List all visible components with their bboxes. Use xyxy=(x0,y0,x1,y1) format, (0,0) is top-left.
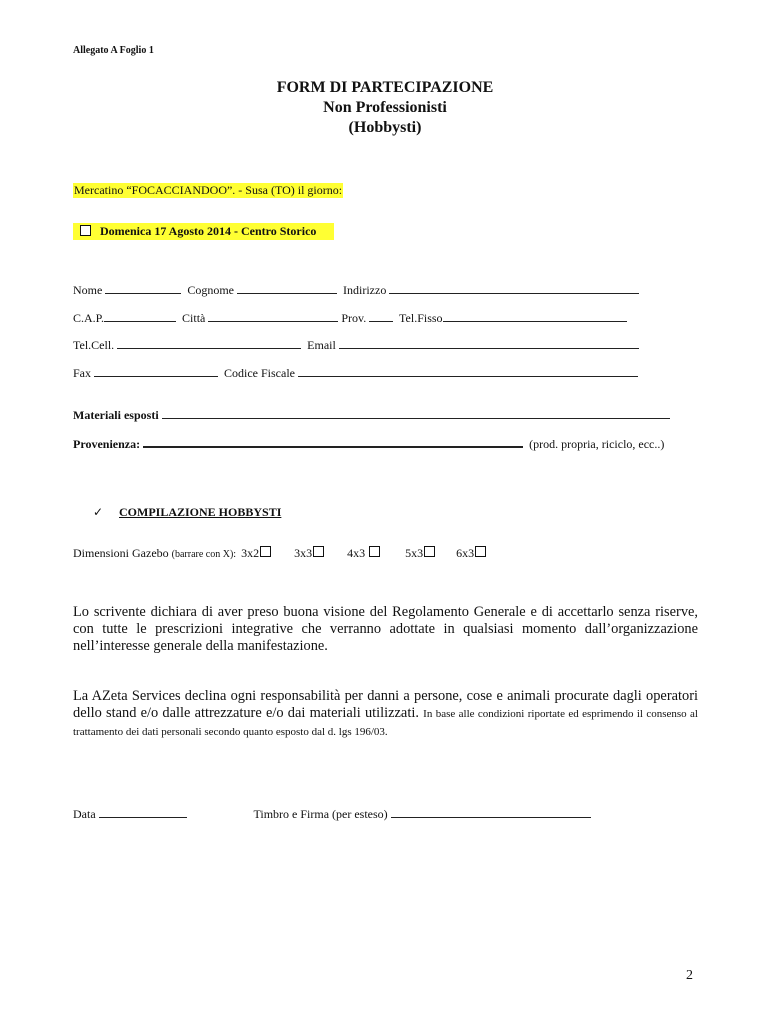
citta-label: Città xyxy=(182,311,206,325)
gazebo-option-label: 3x3 xyxy=(294,546,313,560)
row-fax-cf xyxy=(73,365,641,381)
row-cap-city xyxy=(73,310,630,326)
checkbox-icon[interactable] xyxy=(80,225,91,236)
row-cell-email xyxy=(73,337,642,353)
data-label: Data xyxy=(73,807,96,821)
form-subtitle: Non Professionisti xyxy=(323,99,447,116)
regolamento-paragraph: Lo scrivente dichiara di aver preso buona visione del Regolamento Generale e di accettarlo senza riserve, con tutte le prescrizioni integrative che verranno adottate in qualsiasi momento dall’organizzazione nell’interesse generale della manifestazione. xyxy=(73,604,698,654)
form-subtitle-hobbysti: (Hobbysti) xyxy=(348,119,422,136)
citta-field[interactable] xyxy=(208,310,338,322)
nome-field[interactable] xyxy=(105,282,181,294)
gazebo-label: Dimensioni Gazebo xyxy=(73,546,169,560)
checkbox-icon[interactable] xyxy=(369,546,380,557)
gazebo-row xyxy=(73,546,486,561)
cognome-field[interactable] xyxy=(237,282,337,294)
row-materiali xyxy=(73,407,673,423)
tel-cell-label: Tel.Cell. xyxy=(73,338,115,352)
provenienza-field[interactable] xyxy=(143,435,523,448)
materiali-label: Materiali esposti xyxy=(73,408,159,422)
row-data-firma xyxy=(73,806,594,822)
firma-label: Timbro e Firma (per esteso) xyxy=(253,807,388,821)
tel-cell-field[interactable] xyxy=(117,337,301,349)
indirizzo-field[interactable] xyxy=(389,282,639,294)
gazebo-option-label: 6x3 xyxy=(456,546,475,560)
event-line: Mercatino “FOCACCIANDOO”. - Susa (TO) il giorno: xyxy=(74,183,343,197)
attachment-label: Allegato A Foglio 1 xyxy=(73,45,154,56)
materiali-field[interactable] xyxy=(162,407,670,419)
checkbox-icon[interactable] xyxy=(260,546,271,557)
privacy-text: In base alle condizioni riportate ed esprimendo il consenso al trattamento dei dati personali secondo quanto esposto dal d. lgs 196/03. xyxy=(73,708,698,738)
tel-fisso-field[interactable] xyxy=(443,310,627,322)
event-date-label: Domenica 17 Agosto 2014 - Centro Storico xyxy=(100,224,317,238)
gazebo-option-6x3[interactable] xyxy=(456,546,486,561)
checkbox-icon[interactable] xyxy=(313,546,324,557)
cap-label: C.A.P. xyxy=(73,311,105,325)
check-icon: ✓ xyxy=(93,505,104,519)
gazebo-hint: (barrare con X): xyxy=(171,549,237,560)
cap-field[interactable] xyxy=(104,310,176,322)
email-label: Email xyxy=(307,338,336,352)
gazebo-option-label: 3x2 xyxy=(241,546,260,560)
row-name-address xyxy=(73,282,642,298)
responsabilita-paragraph xyxy=(73,688,698,741)
checkbox-icon[interactable] xyxy=(475,546,486,557)
prov-label: Prov. xyxy=(341,311,367,325)
provenienza-note: (prod. propria, riciclo, ecc..) xyxy=(529,437,665,451)
provenienza-label: Provenienza: xyxy=(73,437,141,451)
form-title: FORM DI PARTECIPAZIONE xyxy=(276,79,494,96)
gazebo-option-3x2[interactable] xyxy=(241,546,271,560)
cognome-label: Cognome xyxy=(187,283,234,297)
compilazione-title: COMPILAZIONE HOBBYSTI xyxy=(119,505,282,519)
gazebo-option-3x3[interactable] xyxy=(294,546,324,561)
codice-fiscale-field[interactable] xyxy=(298,365,638,377)
event-date-option[interactable] xyxy=(73,223,334,240)
data-field[interactable] xyxy=(99,806,187,818)
compilazione-section xyxy=(93,505,281,520)
firma-field[interactable] xyxy=(391,806,591,818)
responsabilita-text: La AZeta Services declina ogni responsabilità per danni a persone, cose e animali procurate dagli operatori dello stand e/o dalle attrezzature e/o dai materiali utilizzati. xyxy=(73,688,698,721)
row-provenienza xyxy=(73,435,664,452)
nome-label: Nome xyxy=(73,283,103,297)
email-field[interactable] xyxy=(339,337,639,349)
gazebo-option-4x3[interactable] xyxy=(347,546,380,561)
page-number: 2 xyxy=(686,968,693,983)
gazebo-option-5x3[interactable] xyxy=(405,546,435,561)
gazebo-option-label: 4x3 xyxy=(347,546,366,560)
tel-fisso-label: Tel.Fisso xyxy=(399,311,443,325)
fax-field[interactable] xyxy=(94,365,218,377)
checkbox-icon[interactable] xyxy=(424,546,435,557)
gazebo-option-label: 5x3 xyxy=(405,546,424,560)
codice-fiscale-label: Codice Fiscale xyxy=(224,366,295,380)
prov-field[interactable] xyxy=(369,310,393,322)
fax-label: Fax xyxy=(73,366,91,380)
indirizzo-label: Indirizzo xyxy=(343,283,387,297)
